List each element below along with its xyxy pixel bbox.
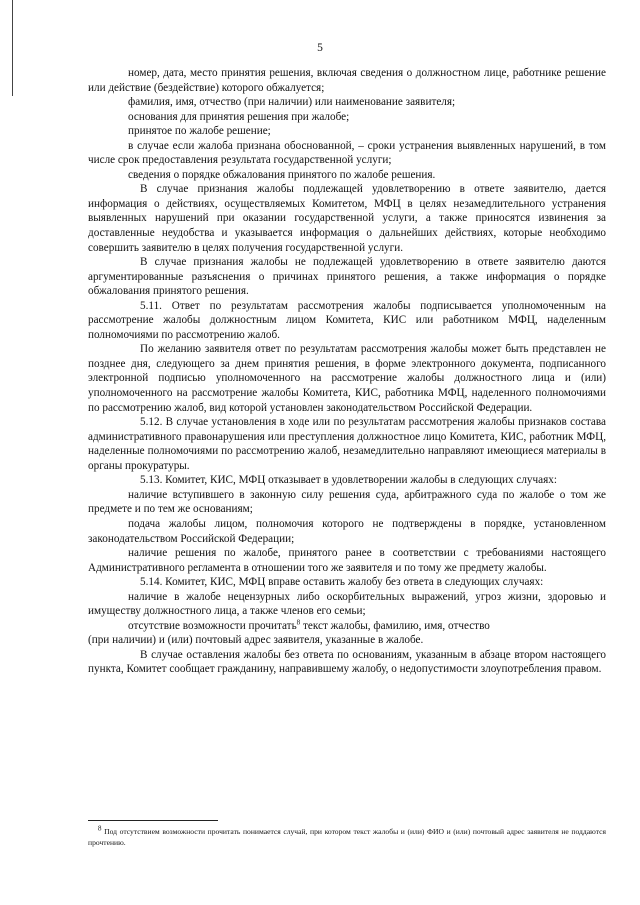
paragraph: наличие решения по жалобе, принятого ранее в соответствии с требованиями настоящего Административного регламента в отношении того же заявителя и по тому же предмету жалобы. <box>88 547 606 574</box>
paragraph: 5.12. В случае установления в ходе или по результатам рассмотрения жалобы признаков состава административного правонарушения или преступления должностное лицо Комитета, КИС, работник МФЦ, наделенные полномочиями по рассмотрению жалоб, незамедлительно направляют имеющиеся материалы в органы прокуратуры. <box>88 416 606 472</box>
footnote-number: 8 <box>98 824 102 833</box>
paragraph: принятое по жалобе решение; <box>128 125 271 138</box>
document-body <box>88 66 606 677</box>
paragraph: По желанию заявителя ответ по результатам рассмотрения жалобы может быть представлен не позднее дня, следующего за днем принятия решения, в форме электронного документа, подписанного электронной подписью уполномоченного на рассмотрение жалобы должностного лица и (или) уполномоченного на рассмотрение жалобы Комитета, КИС, работника МФЦ, наделенного полномочиями по рассмотрению жалоб, вид которой установлен законодательством Российской Федерации. <box>88 343 606 414</box>
paragraph: основания для принятия решения при жалобе; <box>128 110 350 123</box>
paragraph: В случае признания жалобы подлежащей удовлетворению в ответе заявителю, дается информация о действиях, осуществляемых Комитетом, МФЦ в целях незамедлительного устранения выявленных нарушений при оказании государственной услуги, а также приносятся извинения за доставленные неудобства и указывается информация о дальнейших действиях, которые необходимо совершить заявителю в целях получения государственной услуги. <box>88 183 606 254</box>
paragraph: фамилия, имя, отчество (при наличии) или наименование заявителя; <box>128 96 456 109</box>
paragraph: в случае если жалоба признана обоснованной, – сроки устранения выявленных нарушений, в том числе срок предоставления результата государственной услуги; <box>88 139 606 167</box>
footnote-text: Под отсутствием возможности прочитать понимается случай, при котором текст жалобы и (или) ФИО и (или) почтовый адрес заявителя не поддаются прочтению. <box>88 827 606 847</box>
paragraph: наличие в жалобе нецензурных либо оскорбительных выражений, угроз жизни, здоровью и имуществу должностного лица, а также членов его семьи; <box>88 590 606 618</box>
paragraph: 5.14. Комитет, КИС, МФЦ вправе оставить жалобу без ответа в следующих случаях: <box>140 576 544 589</box>
paragraph: номер, дата, место принятия решения, включая сведения о должностном лице, работнике решение или действие (бездействие) которого обжалуется; <box>88 67 606 94</box>
paragraph: 5.13. Комитет, КИС, МФЦ отказывает в удовлетворении жалобы в следующих случаях: <box>140 474 557 487</box>
footnote-reference[interactable]: 8 <box>296 618 301 627</box>
footnote-para-before: отсутствие возможности прочитать <box>128 619 297 632</box>
paragraph: В случае оставления жалобы без ответа по основаниям, указанным в абзаце втором настоящего пункта, Комитет сообщает гражданину, направившему жалобу, о недопустимости злоупотребления правом. <box>88 648 606 676</box>
paragraph: сведения о порядке обжалования принятого по жалобе решения. <box>128 168 436 181</box>
paragraph: подача жалобы лицом, полномочия которого не подтверждены в порядке, установленном законодательством Российской Федерации; <box>88 517 606 545</box>
footnote-para-after: текст жалобы, фамилию, имя, отчество <box>300 619 490 632</box>
footnote-divider <box>88 820 218 821</box>
page-number: 5 <box>317 42 323 54</box>
paragraph: наличие вступившего в законную силу решения суда, арбитражного суда по жалобе о том же предмете и по тем же основаниям; <box>88 488 606 516</box>
paragraph: 5.11. Ответ по результатам рассмотрения жалобы подписывается уполномоченным на рассмотрение жалобы должностным лицом Комитета, КИС или работником МФЦ, наделенным полномочиями по рассмотрению жалоб. <box>88 299 606 341</box>
paragraph-with-footnote <box>88 619 606 634</box>
footnote <box>88 826 606 848</box>
paragraph: В случае признания жалобы не подлежащей удовлетворению в ответе заявителю даются аргументированные разъяснения о причинах принятого решения, а также информация о порядке обжалования принятого решения. <box>88 256 606 298</box>
paragraph: (при наличии) и (или) почтовый адрес заявителя, указанные в жалобе. <box>88 634 424 647</box>
